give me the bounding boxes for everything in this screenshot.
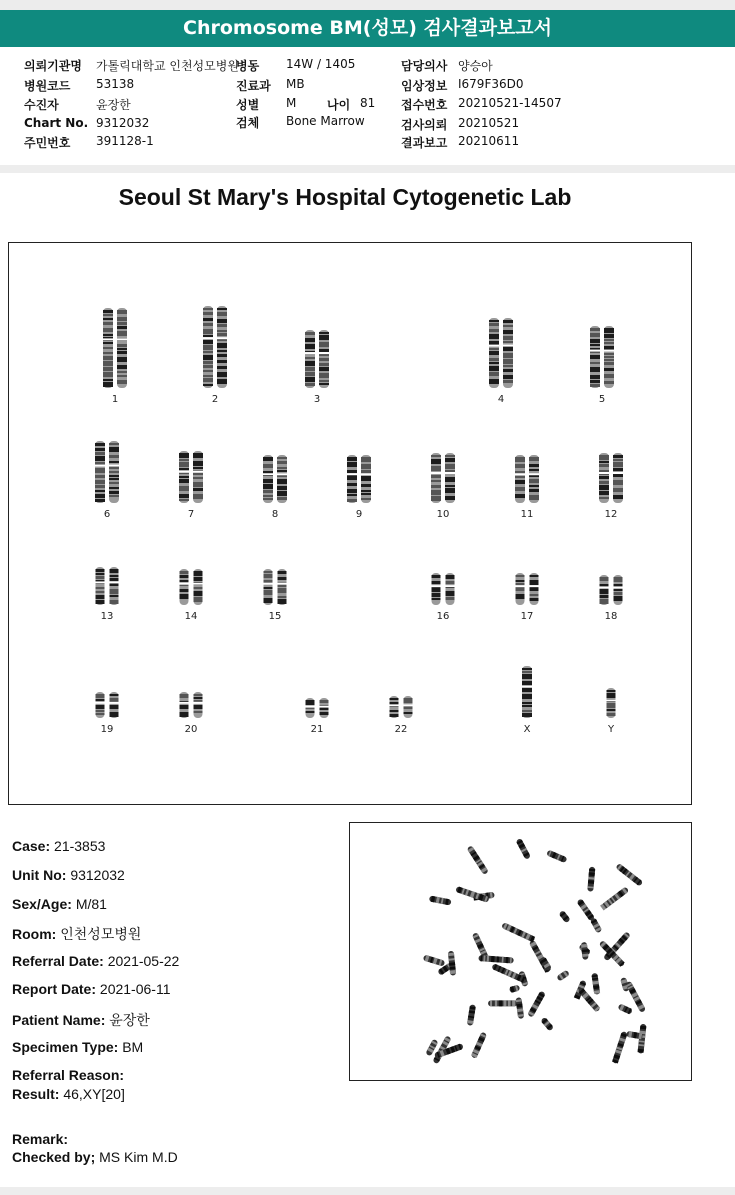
remark-label: Remark: <box>12 1131 69 1147</box>
chromosome-pair-18 <box>599 575 623 605</box>
chromosome-label-8: 8 <box>271 509 279 520</box>
referral-date-value: 2021-05-22 <box>107 953 180 969</box>
bottom-strip <box>0 1187 735 1195</box>
karyotype-image <box>9 243 691 804</box>
chromosome-pair-4 <box>489 318 514 388</box>
specimen-label: 검체 <box>236 116 260 130</box>
patient-value: 윤장한 <box>96 98 131 112</box>
clinical-value: I679F36D0 <box>458 77 524 91</box>
chromosome-label-14: 14 <box>184 611 198 622</box>
chromosome-label-11: 11 <box>520 509 534 520</box>
chromosome-label-x: X <box>523 724 531 735</box>
chromosome-label-15: 15 <box>268 611 282 622</box>
doctor-value: 양승아 <box>458 59 493 73</box>
chromosome-pair-7 <box>179 451 204 503</box>
chromosome-label-3: 3 <box>313 394 321 405</box>
patient-name-label: Patient Name: <box>12 1012 106 1028</box>
receipt-value: 20210521-14507 <box>458 96 562 110</box>
chromosome-pair-x <box>522 666 533 718</box>
chromosome-pair-3 <box>305 330 330 388</box>
chromosome-label-1: 1 <box>111 394 119 405</box>
referral-date-label: Referral Date: <box>12 953 104 969</box>
sexage-value: M/81 <box>75 896 107 912</box>
report-info-panel <box>0 47 735 166</box>
room-label: Room: <box>12 926 57 942</box>
patient-name-value: 윤장한 <box>109 1012 150 1028</box>
metaphase-panel <box>349 822 692 1081</box>
chart-label: Chart No. <box>24 116 89 130</box>
unit-value: 9312032 <box>70 867 125 883</box>
chromosome-pair-5 <box>590 326 615 388</box>
result-report-label: 결과보고 <box>401 136 448 150</box>
dept-value: MB <box>286 77 305 91</box>
chromosome-label-4: 4 <box>497 394 505 405</box>
chromosome-pair-2 <box>203 306 228 388</box>
chromosome-label-2: 2 <box>211 394 219 405</box>
referral-reason-label: Referral Reason: <box>12 1067 125 1083</box>
age-value: 81 <box>360 96 376 110</box>
sex-value: M <box>286 96 297 110</box>
specimen-value: Bone Marrow <box>286 114 365 128</box>
patient-label: 수진자 <box>24 98 59 112</box>
chromosome-pair-11 <box>515 455 540 503</box>
chromosome-pair-8 <box>263 455 288 503</box>
chromosome-pair-12 <box>599 453 624 503</box>
chromosome-pair-22 <box>389 696 413 718</box>
checked-label: Checked by; <box>12 1149 96 1165</box>
chromosome-pair-1 <box>103 308 128 388</box>
institution-value: 가톨릭대학교 인천성모병원 <box>96 59 239 73</box>
lab-heading: Seoul St Mary's Hospital Cytogenetic Lab <box>118 184 572 210</box>
chromosome-label-19: 19 <box>100 724 114 735</box>
chromosome-pair-9 <box>347 455 372 503</box>
specimen-type-value: BM <box>122 1039 144 1055</box>
result-value: 46,XY[20] <box>63 1086 125 1102</box>
request-value: 20210521 <box>458 116 520 130</box>
checked-value: MS Kim M.D <box>99 1149 178 1165</box>
top-strip <box>0 0 735 10</box>
chromosome-label-12: 12 <box>604 509 618 520</box>
unit-label: Unit No: <box>12 867 67 883</box>
ward-label: 병동 <box>236 59 260 73</box>
chart-value: 9312032 <box>96 116 150 130</box>
chromosome-label-20: 20 <box>184 724 198 735</box>
chromosome-label-9: 9 <box>355 509 363 520</box>
chromosome-pair-6 <box>95 441 120 503</box>
resident-value: 391128-1 <box>96 134 154 148</box>
chromosome-pair-15 <box>263 569 287 605</box>
chromosome-label-7: 7 <box>187 509 195 520</box>
sex-label: 성별 <box>236 98 260 112</box>
chromosome-label-13: 13 <box>100 611 114 622</box>
chromosome-label-6: 6 <box>103 509 111 520</box>
result-report-value: 20210611 <box>458 134 520 148</box>
hospital-code-value: 53138 <box>96 77 135 91</box>
specimen-type-label: Specimen Type: <box>12 1039 119 1055</box>
chromosome-pair-17 <box>515 573 539 605</box>
doctor-label: 담당의사 <box>401 59 448 73</box>
ward-value: 14W / 1405 <box>286 57 356 71</box>
chromosome-label-17: 17 <box>520 611 534 622</box>
request-label: 검사의뢰 <box>401 118 448 132</box>
report-date-label: Report Date: <box>12 981 97 997</box>
age-label: 나이 <box>327 98 351 112</box>
result-label: Result: <box>12 1086 60 1102</box>
metaphase-image <box>350 823 691 1080</box>
receipt-label: 접수번호 <box>401 98 448 112</box>
chromosome-label-y: Y <box>607 724 615 735</box>
resident-label: 주민번호 <box>24 136 71 150</box>
chromosome-pair-y <box>606 688 616 718</box>
case-label: Case: <box>12 838 51 854</box>
sexage-label: Sex/Age: <box>12 896 72 912</box>
case-value: 21-3853 <box>54 838 106 854</box>
chromosome-label-22: 22 <box>394 724 408 735</box>
chromosome-pair-14 <box>179 569 203 605</box>
room-value: 인천성모병원 <box>60 926 142 942</box>
metaphase-chromosomes <box>423 838 647 1064</box>
chromosome-label-18: 18 <box>604 611 618 622</box>
report-date-value: 2021-06-11 <box>99 981 171 997</box>
chromosome-label-16: 16 <box>436 611 450 622</box>
chromosome-pair-10 <box>431 453 456 503</box>
institution-label: 의뢰기관명 <box>24 59 82 73</box>
report-title: Chromosome BM(성모) 검사결과보고서 <box>0 10 735 47</box>
karyotype-panel <box>8 242 692 805</box>
chromosome-pair-16 <box>431 573 455 605</box>
dept-label: 진료과 <box>236 79 271 93</box>
chromosome-pair-20 <box>179 692 203 718</box>
chromosome-label-5: 5 <box>598 394 606 405</box>
hospital-code-label: 병원코드 <box>24 79 71 93</box>
chromosome-label-21: 21 <box>310 724 324 735</box>
chromosome-pair-13 <box>95 567 119 605</box>
chromosome-pair-21 <box>305 698 329 718</box>
clinical-label: 임상정보 <box>401 79 448 93</box>
chromosome-label-10: 10 <box>436 509 450 520</box>
section-separator <box>0 165 735 173</box>
chromosome-pair-19 <box>95 692 119 718</box>
